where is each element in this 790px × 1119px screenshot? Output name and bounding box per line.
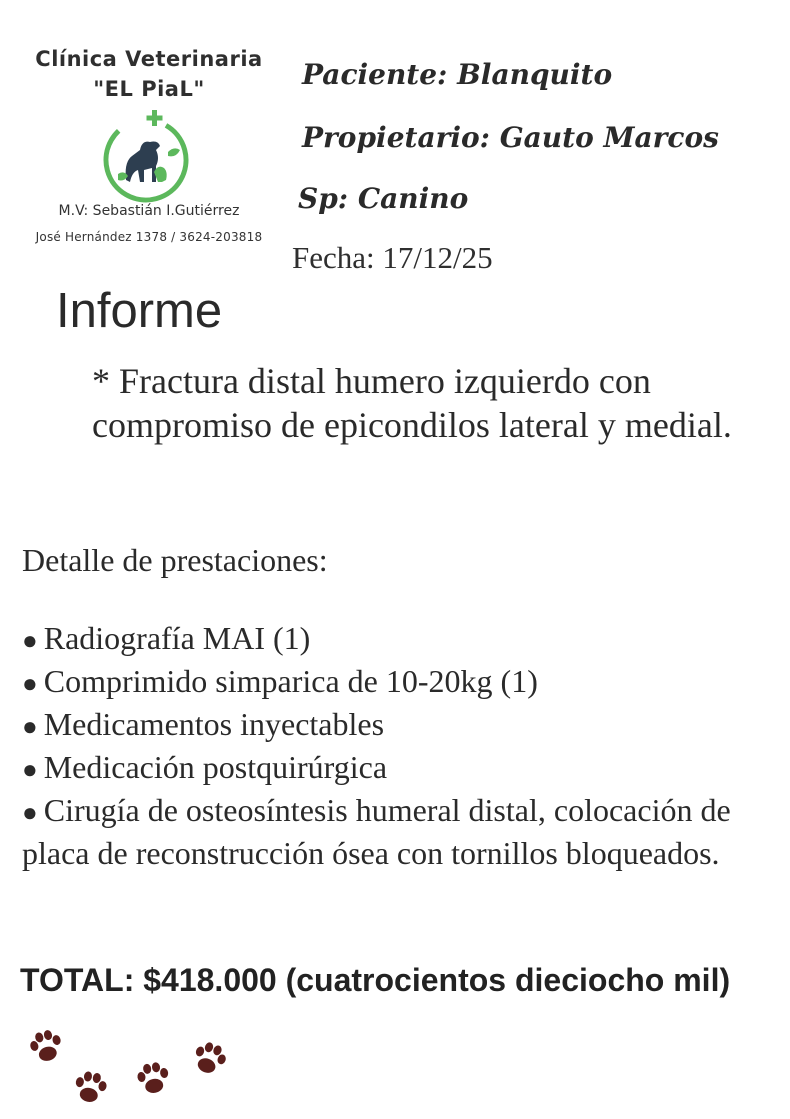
bullet: ● bbox=[22, 712, 38, 741]
species: Sp: Canino bbox=[298, 182, 469, 215]
service-label: Medicamentos inyectables bbox=[43, 706, 385, 742]
clinic-name bbox=[20, 44, 278, 104]
report-date: Fecha: 17/12/25 bbox=[292, 240, 493, 275]
service-label: Radiografía MAI (1) bbox=[43, 620, 311, 656]
service-label: Cirugía de osteosíntesis humeral distal, colocación de placa de reconstrucción ósea con tornillos bloqueados. bbox=[22, 792, 731, 871]
service-label: Comprimido simparica de 10-20kg (1) bbox=[43, 663, 538, 699]
report-title: Informe bbox=[56, 284, 223, 338]
owner-name: Propietario: Gauto Marcos bbox=[302, 121, 719, 154]
bullet: ● bbox=[22, 626, 38, 655]
report-finding: * Fractura distal humero izquierdo con compromiso de epicondilos lateral y medial. bbox=[92, 361, 732, 445]
list-item bbox=[22, 618, 762, 661]
bullet: ● bbox=[22, 755, 38, 784]
paw-print-icon bbox=[189, 1039, 229, 1079]
bullet: ● bbox=[22, 669, 38, 698]
services-list bbox=[22, 618, 762, 874]
list-item bbox=[22, 704, 762, 747]
clinic-logo-icon bbox=[98, 110, 194, 206]
paw-print-icon bbox=[133, 1059, 173, 1099]
total-amount: TOTAL: $418.000 (cuatrocientos dieciocho mil) bbox=[20, 962, 731, 998]
paw-print-icon bbox=[26, 1027, 66, 1067]
clinic-name-line1: Clínica Veterinaria bbox=[35, 47, 263, 71]
details-title: Detalle de prestaciones: bbox=[22, 542, 328, 578]
list-item bbox=[22, 747, 762, 790]
clinic-address: José Hernández 1378 / 3624-203818 bbox=[35, 230, 263, 244]
list-item bbox=[22, 661, 762, 704]
bullet: ● bbox=[22, 798, 38, 827]
vet-name: M.V: Sebastián I.Gutiérrez bbox=[58, 203, 240, 219]
paw-print-icon bbox=[70, 1068, 110, 1108]
clinic-name-line2: "EL PiaL" bbox=[93, 77, 205, 101]
list-item bbox=[22, 790, 762, 874]
patient-name: Paciente: Blanquito bbox=[302, 58, 613, 91]
service-label: Medicación postquirúrgica bbox=[43, 749, 388, 785]
